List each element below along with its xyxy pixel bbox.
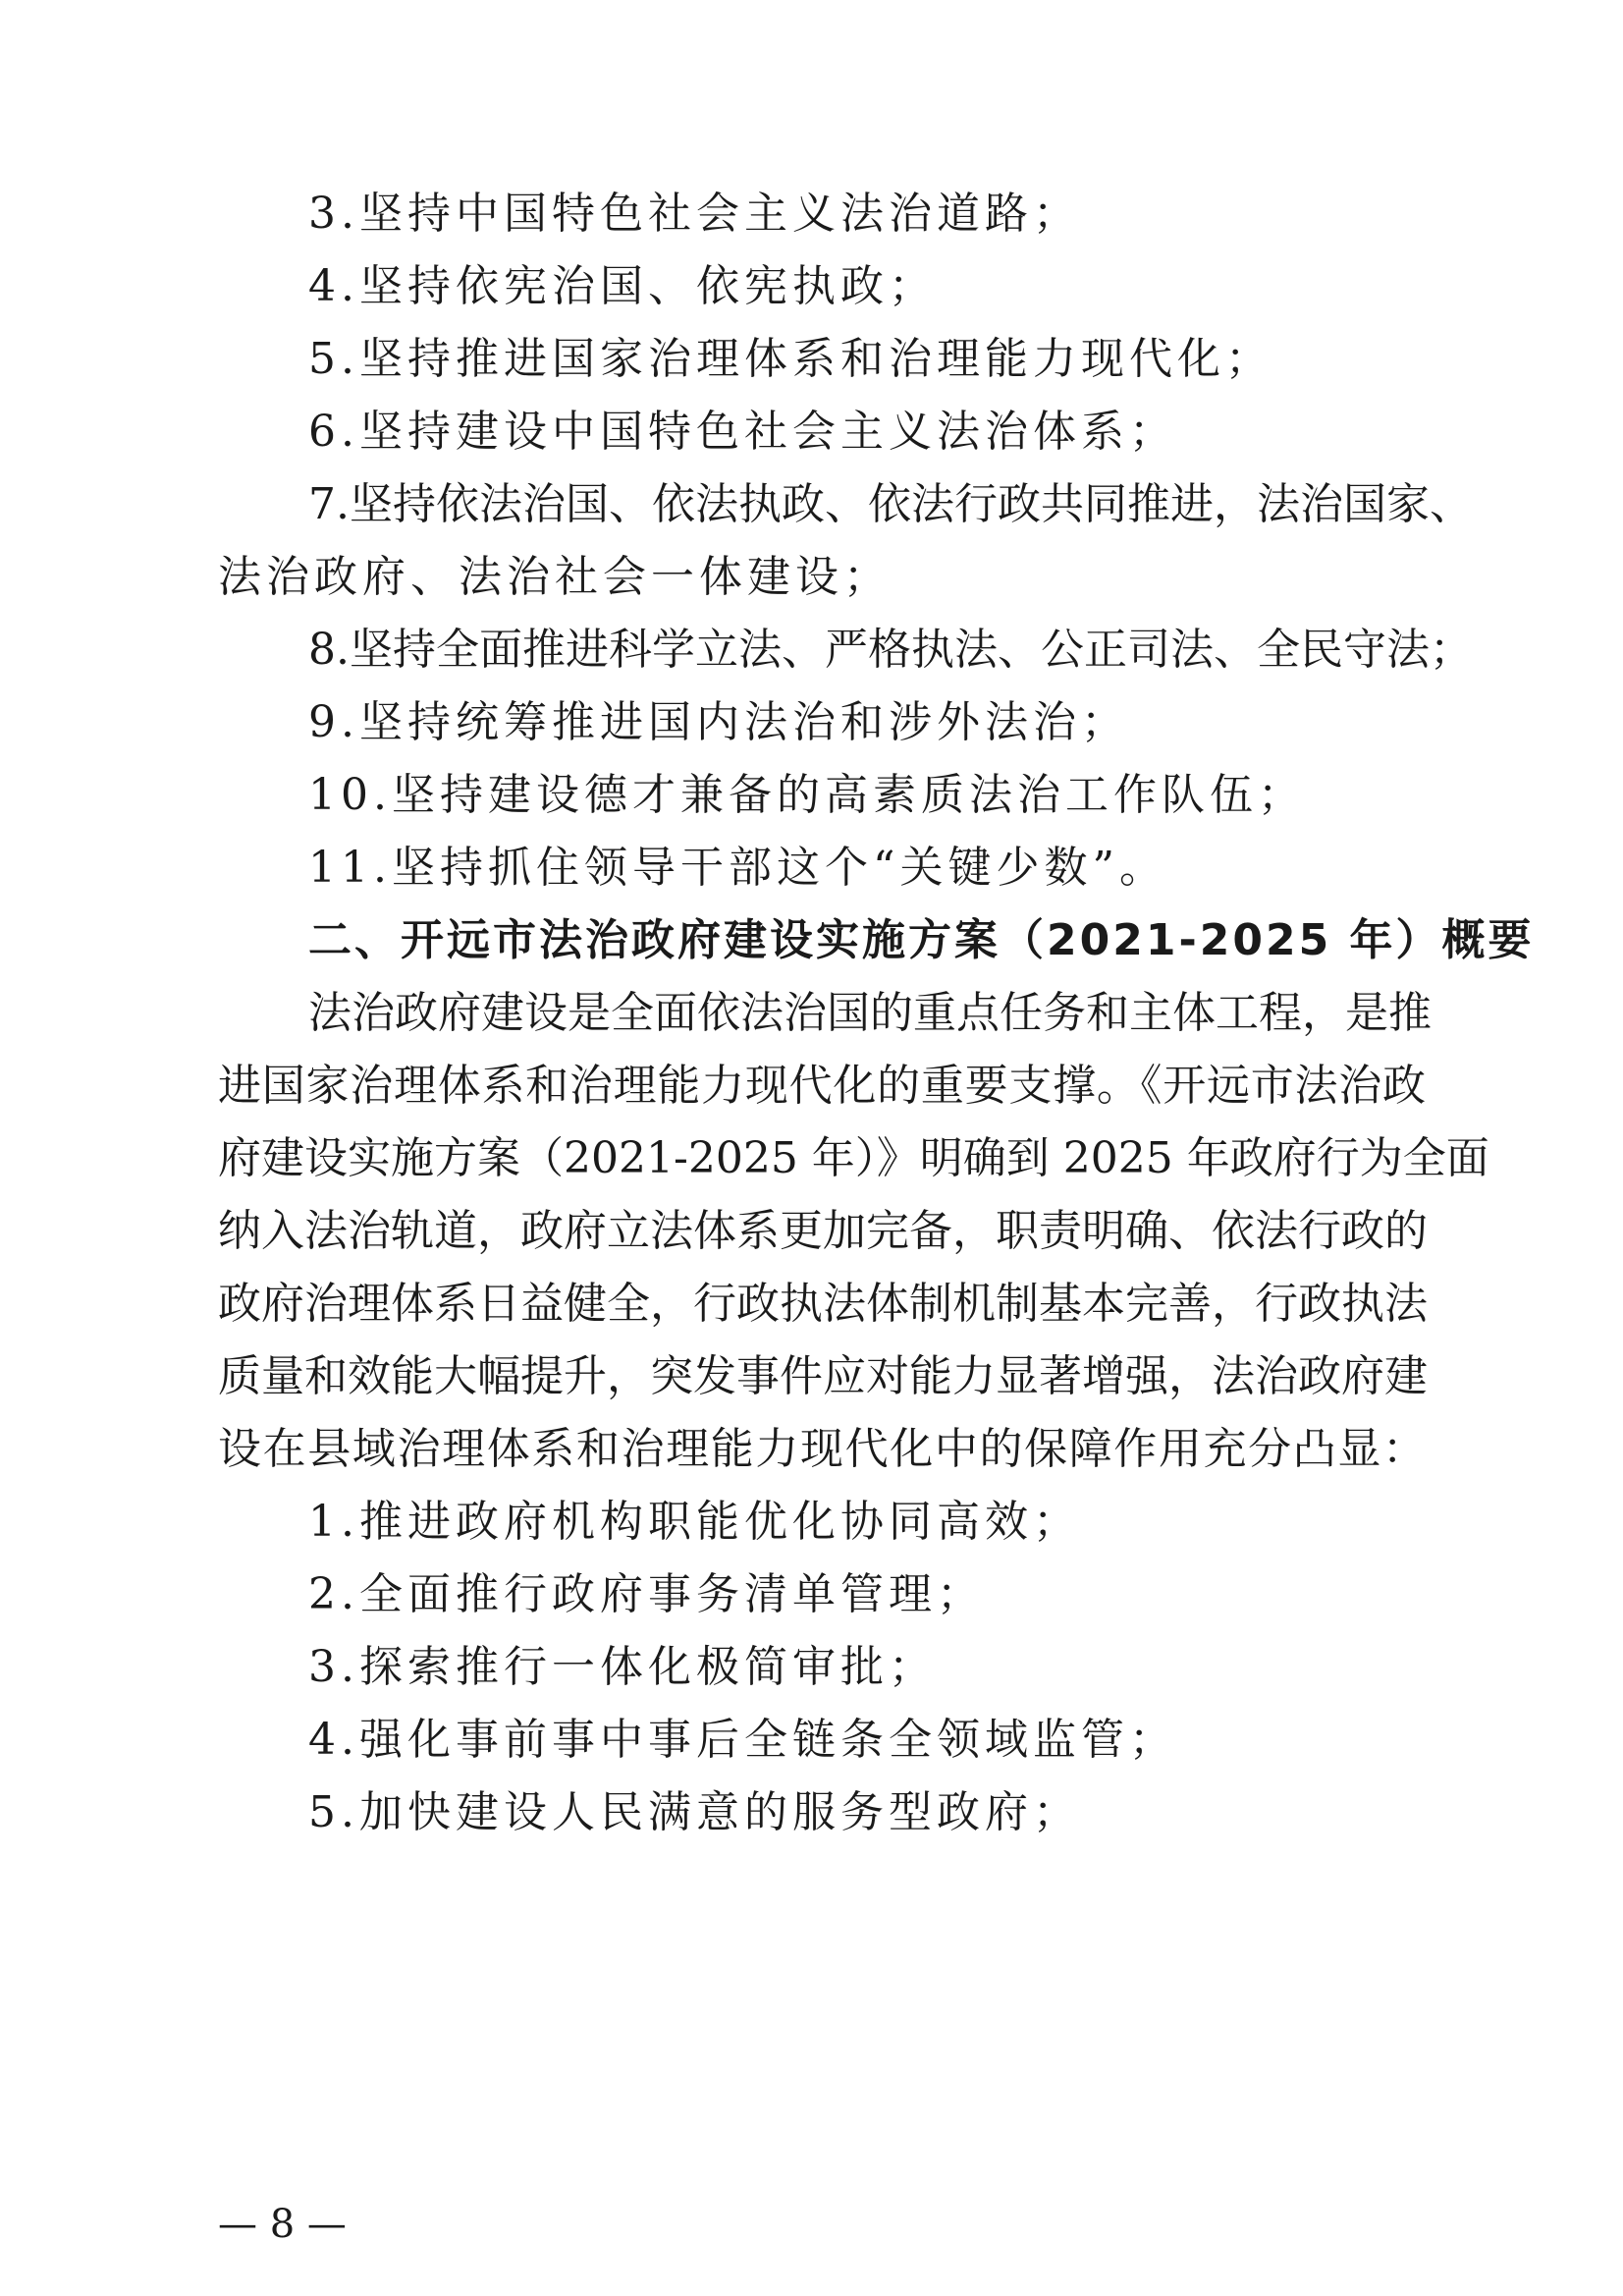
list-item: 5.加快建设人民满意的服务型政府； <box>308 1787 1081 1837</box>
list-item: 5.坚持推进国家治理体系和治理能力现代化； <box>308 334 1273 384</box>
paragraph-line: 设在县域治理体系和治理能力现代化中的保障作用充分凸显： <box>218 1424 1426 1474</box>
paragraph-line: 质量和效能大幅提升，突发事件应对能力显著增强，法治政府建 <box>218 1351 1428 1401</box>
paragraph-line: 府建设实施方案（2021-2025 年）》明确到 2025 年政府行为全面 <box>218 1133 1489 1183</box>
paragraph-line: 纳入法治轨道，政府立法体系更加完备，职责明确、依法行政的 <box>218 1206 1428 1256</box>
list-item: 4.坚持依宪治国、依宪执政； <box>308 261 937 311</box>
paragraph-line: 政府治理体系日益健全，行政执法体制机制基本完善，行政执法 <box>218 1279 1428 1329</box>
section-heading: 二、开远市法治政府建设实施方案（2021-2025 年）概要 <box>308 915 1535 965</box>
paragraph-line: 进国家治理体系和治理能力现代化的重要支撑。《开远市法治政 <box>218 1061 1426 1111</box>
list-item: 1.推进政府机构职能优化协同高效； <box>308 1497 1081 1547</box>
page-number: — 8 — <box>218 2202 347 2247</box>
list-item: 8.坚持全面推进科学立法、严格执法、公正司法、全民守法； <box>308 625 1473 675</box>
list-item: 11.坚持抓住领导干部这个“关键少数”。 <box>308 843 1167 893</box>
paragraph-line: 法治政府建设是全面依法治国的重点任务和主体工程，是推 <box>308 988 1432 1038</box>
list-item: 4.强化事前事中事后全链条全领域监管； <box>308 1715 1177 1765</box>
list-item: 3.探索推行一体化极简审批； <box>308 1642 937 1692</box>
list-item: 10.坚持建设德才兼备的高素质法治工作队伍； <box>308 770 1306 820</box>
list-item: 6.坚持建设中国特色社会主义法治体系； <box>308 407 1177 457</box>
list-item: 2.全面推行政府事务清单管理； <box>308 1569 985 1619</box>
list-item: 7.坚持依法治国、依法执政、依法行政共同推进，法治国家、 <box>308 479 1473 529</box>
list-item: 9.坚持统筹推进国内法治和涉外法治； <box>308 697 1129 747</box>
list-item: 3.坚持中国特色社会主义法治道路； <box>308 189 1081 239</box>
list-item-continuation: 法治政府、法治社会一体建设； <box>218 552 892 602</box>
